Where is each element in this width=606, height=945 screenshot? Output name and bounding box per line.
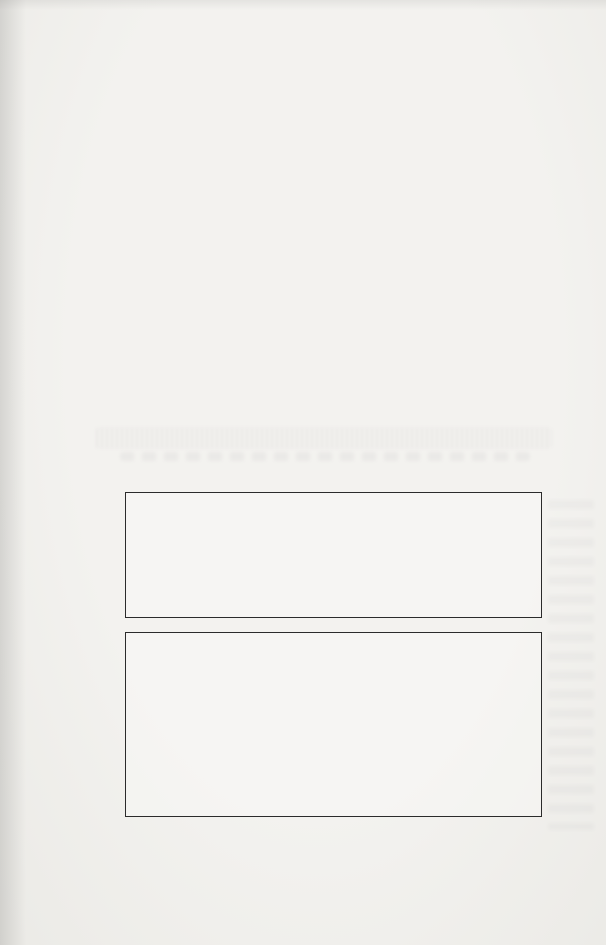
sp-composite-plot [126,633,541,816]
arms-index-panel [125,492,542,618]
bleed-through-artifact [96,427,552,449]
bleed-through-artifact [548,500,594,830]
bleed-through-artifact [120,452,530,461]
arms-index-plot [126,493,541,617]
sp-composite-panel [125,632,542,817]
chart-caption [70,467,550,483]
